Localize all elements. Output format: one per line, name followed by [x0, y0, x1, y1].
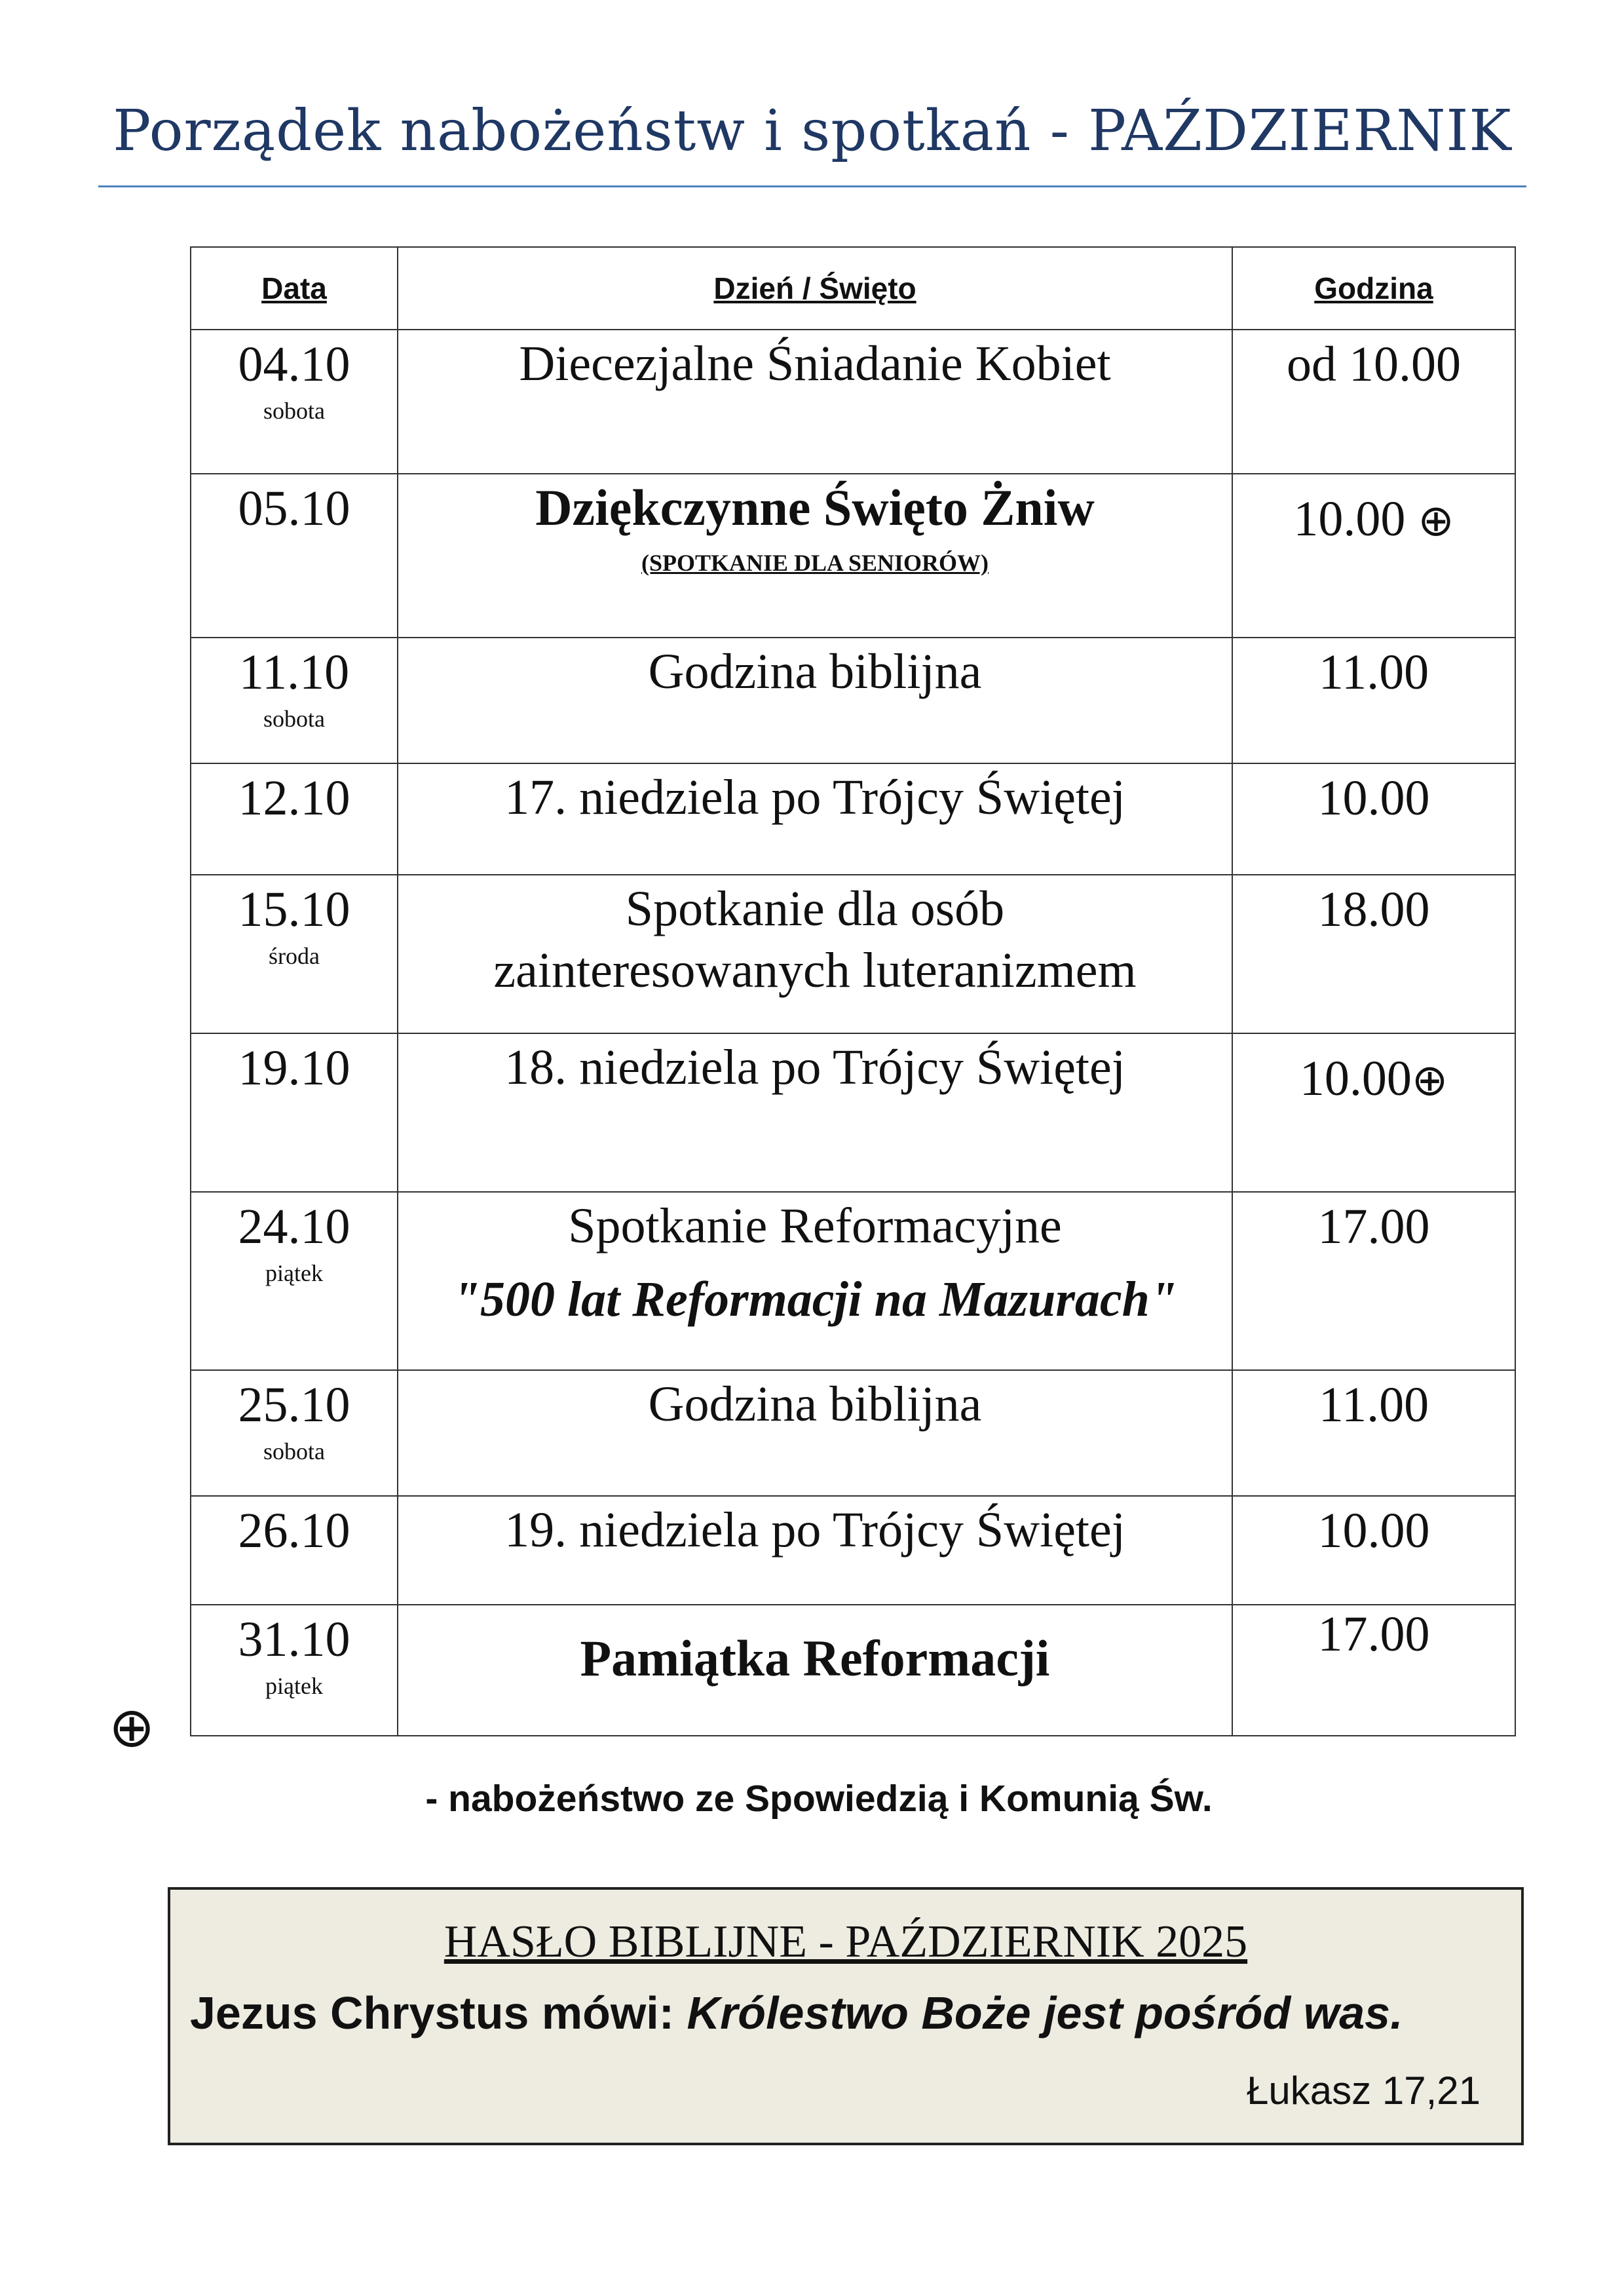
verse-lead: Jezus Chrystus mówi:	[190, 1987, 687, 2038]
date: 05.10	[238, 481, 350, 536]
date: 11.10	[238, 645, 350, 700]
event-cell	[398, 1192, 1232, 1370]
date-cell	[191, 763, 398, 875]
event-name: Spotkanie Reformacyjne	[568, 1198, 1062, 1253]
header-day: Dzień / Święto	[398, 247, 1232, 330]
table-row	[191, 1192, 1515, 1370]
date-cell	[191, 875, 398, 1033]
date: 12.10	[238, 771, 350, 826]
date-cell	[191, 638, 398, 763]
event-cell	[398, 474, 1232, 638]
event-cell	[398, 1496, 1232, 1605]
time: 11.00	[1318, 645, 1429, 700]
date-cell	[191, 474, 398, 638]
event-name: Dziękczynne Święto Żniw	[535, 479, 1095, 536]
header-time: Godzina	[1232, 247, 1515, 330]
bible-verse-box	[168, 1887, 1524, 2145]
title-underline	[98, 185, 1526, 187]
communion-cross-icon: ⊕	[1411, 1055, 1448, 1105]
date: 04.10	[238, 337, 350, 392]
table-row	[191, 763, 1515, 875]
date-cell	[191, 330, 398, 474]
date-cell	[191, 1033, 398, 1192]
event-cell	[398, 330, 1232, 474]
event-name: 17. niedziela po Trójcy Świętej	[504, 770, 1125, 825]
date: 24.10	[238, 1199, 350, 1254]
time-cell	[1232, 763, 1515, 875]
date: 15.10	[238, 882, 350, 937]
table-row	[191, 330, 1515, 474]
time-cell	[1232, 1370, 1515, 1496]
event-cell	[398, 1370, 1232, 1496]
event-name-line2: zainteresowanych luteranizmem	[493, 943, 1137, 998]
communion-cross-icon: ⊕	[109, 1695, 155, 1759]
event-name: 18. niedziela po Trójcy Świętej	[504, 1040, 1125, 1095]
schedule-table	[190, 246, 1516, 1736]
event-name: Pamiątka Reformacji	[580, 1630, 1050, 1687]
time-cell	[1232, 1605, 1515, 1736]
table-row	[191, 875, 1515, 1033]
event-subtitle: "500 lat Reformacji na Mazurach"	[452, 1272, 1178, 1327]
time-cell	[1232, 474, 1515, 638]
date-cell	[191, 1496, 398, 1605]
time: 10.00	[1317, 771, 1430, 826]
event-name-line1: Spotkanie dla osób	[625, 881, 1005, 936]
table-row	[191, 474, 1515, 638]
date-cell	[191, 1605, 398, 1736]
weekday: piątek	[265, 1673, 323, 1699]
event-name: Diecezjalne Śniadanie Kobiet	[519, 336, 1111, 391]
verse-text	[190, 1987, 1507, 2039]
time-cell	[1232, 638, 1515, 763]
time: 17.00	[1317, 1199, 1430, 1254]
date: 31.10	[238, 1612, 350, 1667]
event-cell	[398, 1033, 1232, 1192]
date-cell	[191, 1192, 398, 1370]
weekday: sobota	[263, 398, 325, 424]
weekday: sobota	[263, 706, 325, 732]
table-row	[191, 1605, 1515, 1736]
event-cell	[398, 1605, 1232, 1736]
table-row	[191, 1033, 1515, 1192]
event-name: Godzina biblijna	[648, 644, 982, 699]
time: 10.00	[1299, 1051, 1412, 1106]
time-cell	[1232, 1496, 1515, 1605]
verse-title: HASŁO BIBLIJNE - PAŹDZIERNIK 2025	[444, 1917, 1248, 1967]
event-cell	[398, 638, 1232, 763]
time: 10.00	[1293, 491, 1406, 546]
verse-quote: Królestwo Boże jest pośród was.	[687, 1987, 1403, 2038]
date: 26.10	[238, 1503, 350, 1558]
table-row	[191, 638, 1515, 763]
weekday: sobota	[263, 1438, 325, 1464]
date: 19.10	[238, 1041, 350, 1096]
communion-cross-icon: ⊕	[1418, 495, 1454, 546]
time: 11.00	[1318, 1377, 1429, 1432]
time: 18.00	[1317, 882, 1430, 937]
date: 25.10	[238, 1377, 350, 1432]
weekday: piątek	[265, 1260, 323, 1286]
table-header-row	[191, 247, 1515, 330]
verse-reference: Łukasz 17,21	[1247, 2069, 1481, 2113]
time: od 10.00	[1287, 337, 1461, 392]
event-cell	[398, 763, 1232, 875]
page-title: Porządek nabożeństw i spotkań - PAŹDZIERNIK	[113, 98, 1512, 164]
table-row	[191, 1370, 1515, 1496]
time-cell	[1232, 330, 1515, 474]
event-note: (SPOTKANIE DLA SENIORÓW)	[641, 550, 989, 576]
event-name: Godzina biblijna	[648, 1377, 982, 1432]
event-cell	[398, 875, 1232, 1033]
event-name: 19. niedziela po Trójcy Świętej	[504, 1502, 1125, 1558]
time-cell	[1232, 875, 1515, 1033]
legend-text: - nabożeństwo ze Spowiedzią i Komunią Św.	[425, 1778, 1213, 1820]
header-date: Data	[191, 247, 398, 330]
time-cell	[1232, 1033, 1515, 1192]
time: 17.00	[1317, 1607, 1430, 1662]
time-cell	[1232, 1192, 1515, 1370]
weekday: środa	[269, 943, 320, 969]
date-cell	[191, 1370, 398, 1496]
time: 10.00	[1317, 1503, 1430, 1558]
table-row	[191, 1496, 1515, 1605]
